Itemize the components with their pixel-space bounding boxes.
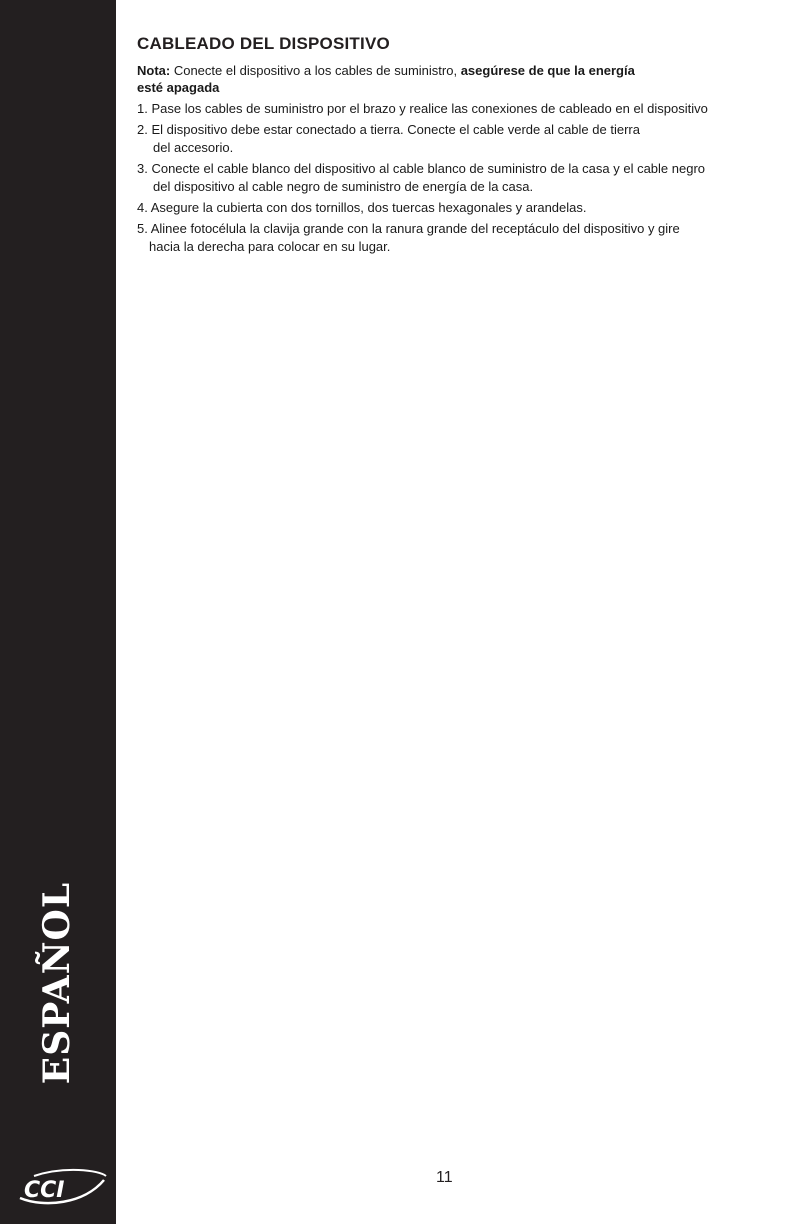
language-label: ESPAÑOL (36, 881, 78, 1085)
step-item (137, 100, 782, 118)
main-content (137, 34, 782, 259)
steps-list (137, 100, 782, 256)
step-item (137, 160, 782, 196)
step-text-continued: del dispositivo al cable negro de suministro de energía de la casa. (153, 179, 534, 194)
step-number: 2. (137, 122, 148, 137)
note-warning-1: asegúrese de que la energía (460, 63, 635, 78)
step-number: 1. (137, 101, 148, 116)
logo-text: CCI (24, 1178, 65, 1203)
step-text-continued: del accesorio. (153, 140, 234, 155)
step-item (137, 121, 782, 157)
step-number: 4. (137, 200, 148, 215)
cci-logo (14, 1168, 108, 1208)
language-sidebar (0, 0, 116, 1224)
section-title: CABLEADO DEL DISPOSITIVO (137, 34, 390, 53)
note-warning-2: esté apagada (137, 80, 220, 95)
note-paragraph (137, 62, 782, 96)
step-number: 3. (137, 161, 148, 176)
step-item (137, 220, 782, 256)
note-text: Conecte el dispositivo a los cables de suministro, (170, 63, 461, 78)
step-text: El dispositivo debe estar conectado a tierra. Conecte el cable verde al cable de tierra (147, 122, 640, 137)
step-text: Asegure la cubierta con dos tornillos, dos tuercas hexagonales y arandelas. (147, 200, 587, 215)
step-item (137, 199, 782, 217)
step-text: Alinee fotocélula la clavija grande con la ranura grande del receptáculo del dispositivo y gire (147, 221, 680, 236)
step-text: Conecte el cable blanco del dispositivo al cable blanco de suministro de la casa y el cable negro (147, 161, 706, 176)
step-text: Pase los cables de suministro por el brazo y realice las conexiones de cableado en el dispositivo (147, 101, 708, 116)
step-number: 5. (137, 221, 148, 236)
note-label: Nota: (137, 63, 171, 78)
step-text-continued: hacia la derecha para colocar en su lugar. (149, 239, 391, 254)
page-number: 11 (436, 1169, 453, 1186)
